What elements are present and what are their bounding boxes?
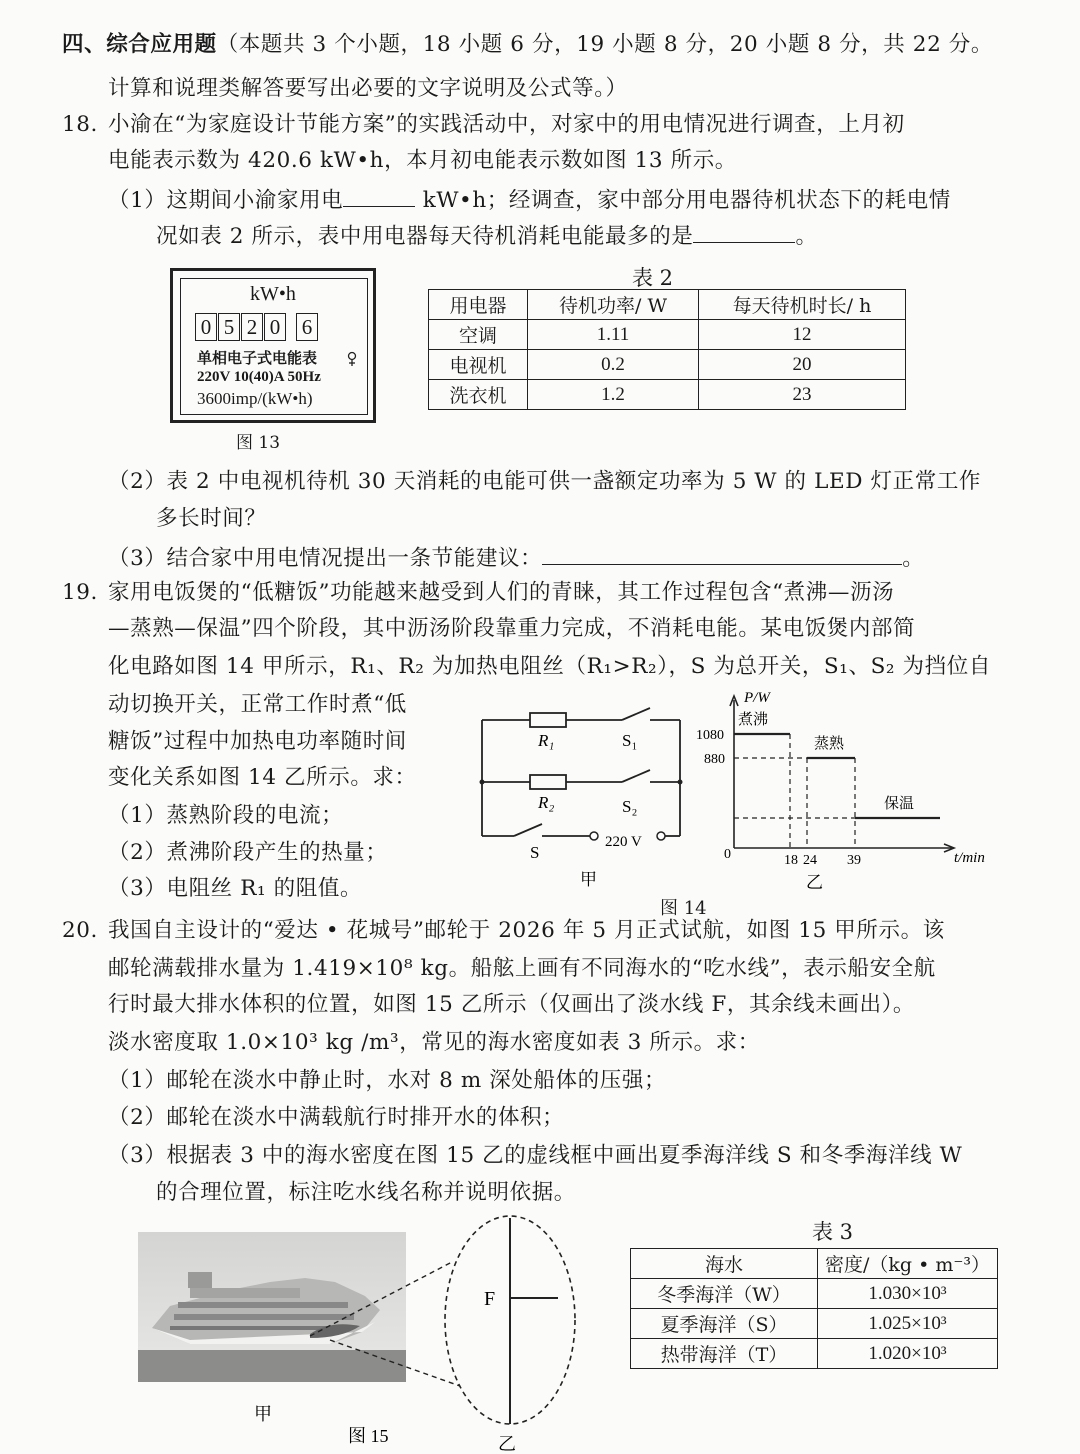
section-heading: 四、综合应用题 xyxy=(62,32,217,57)
section-line-1 xyxy=(62,30,993,60)
cruise-ship-photo xyxy=(138,1232,406,1382)
table-row xyxy=(631,1309,998,1339)
table-cell: 洗衣机 xyxy=(429,380,528,410)
line-f-label: F xyxy=(484,1288,496,1310)
s-label: S xyxy=(530,843,540,862)
answer-blank-2[interactable] xyxy=(693,220,795,243)
q20-part3-cont: 的合理位置，标注吃水线名称并说明依据。 xyxy=(156,1180,576,1205)
q18-number: 18. xyxy=(62,112,98,137)
table-3-title: 表 3 xyxy=(812,1220,854,1244)
fig15-label-jia: 甲 xyxy=(254,1404,272,1424)
table-cell: 1.025×10³ xyxy=(818,1309,998,1339)
circuit-diagram xyxy=(470,700,700,900)
meter-unit: kW•h xyxy=(250,283,296,305)
resistor-r2 xyxy=(530,775,566,789)
q19-line-2: —蒸熟—保温”四个阶段，其中沥汤阶段靠重力完成，不消耗电能。某电饭煲内部简 xyxy=(108,616,916,641)
circuit-caption: 甲 xyxy=(580,870,597,889)
q19-part1: （1）蒸熟阶段的电流； xyxy=(108,803,344,828)
q18-part1-c: 况如表 2 所示，表中用电器每天待机消耗电能最多的是 xyxy=(156,224,694,249)
table-row xyxy=(429,350,906,380)
q18-part3-b: 。 xyxy=(902,546,925,571)
meter-digit: 2 xyxy=(241,313,263,341)
table-3 xyxy=(630,1248,998,1369)
section-intro-2: 计算和说理类解答要写出必要的文字说明及公式等。） xyxy=(108,76,628,101)
q20-part3: （3）根据表 3 中的海水密度在图 15 乙的虚线框中画出夏季海洋线 S 和冬季海洋线 W xyxy=(108,1143,963,1168)
graph-xlabel: t/min xyxy=(954,850,985,866)
table-row xyxy=(631,1279,998,1309)
x-tick: 0 xyxy=(724,847,731,862)
q20-line-3: 行时最大排水体积的位置，如图 15 乙所示（仅画出了淡水线 F，其余线未画出）。 xyxy=(108,992,916,1017)
table-cell: 空调 xyxy=(429,320,528,350)
table-cell: 20 xyxy=(699,350,906,380)
table-cell: 电视机 xyxy=(429,350,528,380)
table-header: 待机功率/ W xyxy=(528,290,699,320)
meter-digit: 5 xyxy=(218,313,240,341)
meter-digit: 0 xyxy=(195,313,217,341)
meter-type: 单相电子式电能表 xyxy=(197,349,318,367)
x-tick: 18 xyxy=(784,853,798,868)
table-cell: 23 xyxy=(699,380,906,410)
indicator-light-icon xyxy=(347,351,357,367)
table-cell: 1.2 xyxy=(528,380,699,410)
r2-label: R₂ xyxy=(538,793,555,812)
q20-part1: （1）邮轮在淡水中静止时，水对 8 m 深处船体的压强； xyxy=(108,1068,667,1093)
table-header-row xyxy=(631,1249,998,1279)
table-2-title: 表 2 xyxy=(632,266,674,290)
meter-digit: 6 xyxy=(296,313,318,341)
q18-part1-d: 。 xyxy=(795,224,818,249)
electric-meter-figure xyxy=(170,268,376,423)
q18-line-1: 小渝在“为家庭设计节能方案”的实践活动中，对家中的用电情况进行调查，上月初 xyxy=(108,112,905,137)
q18-part1-b: kW•h；经调查，家中部分用电器待机状态下的耗电情 xyxy=(415,188,951,213)
q18-part3-a: （3）结合家中用电情况提出一条节能建议： xyxy=(108,546,543,571)
q18-part2-cont: 多长时间？ xyxy=(156,506,267,531)
power-time-graph xyxy=(690,686,995,896)
meter-constant: 3600imp/(kW•h) xyxy=(197,389,313,408)
table-row xyxy=(631,1339,998,1369)
stage-steam: 蒸熟 xyxy=(814,736,845,752)
table-header: 用电器 xyxy=(429,290,528,320)
meter-digit: 0 xyxy=(264,313,286,341)
table-header-row xyxy=(429,290,906,320)
table-cell: 0.2 xyxy=(528,350,699,380)
q20-number: 20. xyxy=(62,918,98,943)
q20-line-2: 邮轮满载排水量为 1.419×10⁸ kg。船舷上画有不同海水的“吃水线”，表示船安全航 xyxy=(108,956,936,981)
q19-line-3: 化电路如图 14 甲所示，R₁、R₂ 为加热电阻丝（R₁>R₂），S 为总开关，S₁、S₂ 为挡位自 xyxy=(108,654,991,679)
x-tick: 39 xyxy=(847,853,861,868)
table-cell: 热带海洋（T） xyxy=(631,1339,818,1369)
terminal-icon xyxy=(590,832,598,840)
q19-line-6: 变化关系如图 14 乙所示。求： xyxy=(108,765,417,790)
figure-14-caption: 图 14 xyxy=(660,898,707,919)
figure-15 xyxy=(130,1210,600,1454)
figure-15-caption: 图 15 xyxy=(348,1426,389,1446)
q19-number: 19. xyxy=(62,580,98,605)
answer-blank-1[interactable] xyxy=(343,184,415,207)
q19-part2: （2）煮沸阶段产生的热量； xyxy=(108,840,388,865)
table-cell: 12 xyxy=(699,320,906,350)
table-cell: 1.030×10³ xyxy=(818,1279,998,1309)
x-tick: 24 xyxy=(803,853,817,868)
graph-ylabel: P/W xyxy=(744,690,770,706)
q18-part2: （2）表 2 中电视机待机 30 天消耗的电能可供一盏额定功率为 5 W 的 LED 灯正常工作 xyxy=(108,469,982,494)
figure-13-caption: 图 13 xyxy=(236,433,281,453)
answer-blank-3[interactable] xyxy=(542,542,902,565)
resistor-r1 xyxy=(530,713,566,727)
table-cell: 1.11 xyxy=(528,320,699,350)
q18-line-2: 电能表示数为 420.6 kW•h，本月初电能表示数如图 13 所示。 xyxy=(108,148,737,173)
main-switch-s xyxy=(514,824,542,836)
table-row xyxy=(429,320,906,350)
y-tick: 880 xyxy=(704,752,725,767)
table-cell: 夏季海洋（S） xyxy=(631,1309,818,1339)
table-2 xyxy=(428,289,906,410)
table-header: 密度/（kg • m⁻³） xyxy=(818,1249,998,1279)
q19-part3: （3）电阻丝 R₁ 的阻值。 xyxy=(108,876,363,901)
graph-caption: 乙 xyxy=(806,873,823,892)
q18-part1-cont xyxy=(156,220,818,252)
fig15-label-yi: 乙 xyxy=(498,1434,516,1454)
q20-line-4: 淡水密度取 1.0×10³ kg /m³，常见的海水密度如表 3 所示。求： xyxy=(108,1030,760,1055)
table-header: 海水 xyxy=(631,1249,818,1279)
y-tick: 1080 xyxy=(696,728,724,743)
q19-line-1: 家用电饭煲的“低糖饭”功能越来越受到人们的青睐，其工作过程包含“煮沸—沥汤 xyxy=(108,580,895,605)
terminal-icon xyxy=(657,832,665,840)
q18-part1-a: （1）这期间小渝家用电 xyxy=(108,188,344,213)
switch-s1 xyxy=(622,708,650,720)
stage-warm: 保温 xyxy=(884,796,915,812)
q20-part2: （2）邮轮在淡水中满载航行时排开水的体积； xyxy=(108,1105,565,1130)
q18-part3 xyxy=(108,542,924,574)
table-cell: 1.020×10³ xyxy=(818,1339,998,1369)
table-cell: 冬季海洋（W） xyxy=(631,1279,818,1309)
table-row xyxy=(429,380,906,410)
stage-boil: 煮沸 xyxy=(738,712,769,728)
q19-line-4: 动切换开关，正常工作时煮“低 xyxy=(108,692,407,717)
table-header: 每天待机时长/ h xyxy=(699,290,906,320)
r1-label: R₁ xyxy=(538,731,555,750)
s2-label: S₂ xyxy=(622,797,638,816)
meter-digits xyxy=(195,313,318,341)
voltage-label: 220 V xyxy=(605,834,642,850)
section-intro: （本题共 3 个小题，18 小题 6 分，19 小题 8 分，20 小题 8 分，共 22 分。 xyxy=(216,32,993,57)
q19-line-5: 糖饭”过程中加热电功率随时间 xyxy=(108,729,407,754)
q20-line-1: 我国自主设计的“爱达 • 花城号”邮轮于 2026 年 5 月正式试航，如图 15 甲所示。该 xyxy=(108,918,945,943)
s1-label: S₁ xyxy=(622,731,638,750)
switch-s2 xyxy=(622,770,650,782)
q18-part1 xyxy=(108,184,951,216)
meter-rating: 220V 10(40)A 50Hz xyxy=(197,369,321,385)
